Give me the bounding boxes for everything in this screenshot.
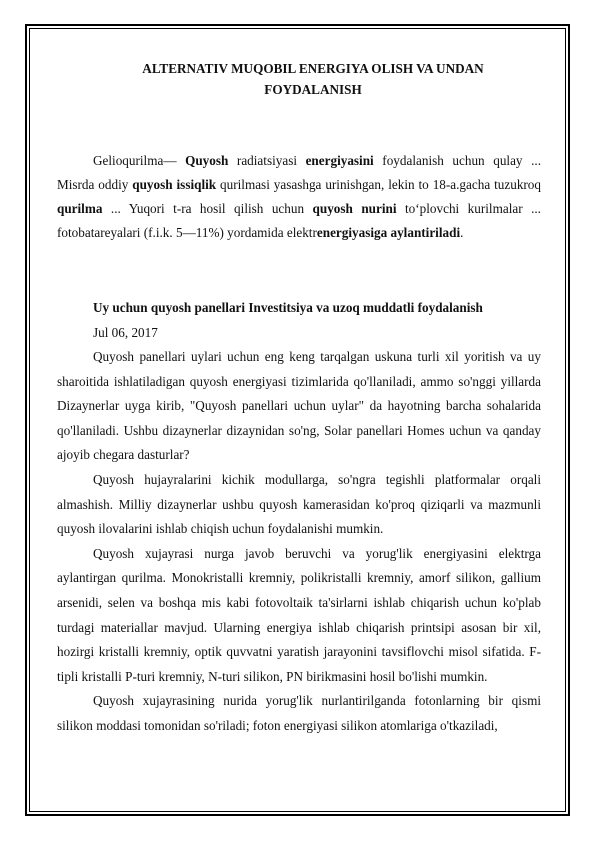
intro-text: foydalanish uchun qulay ... Misrda oddiy: [57, 153, 541, 192]
article-date: Jul 06, 2017: [93, 325, 158, 340]
title-line-2: FOYDALANISH: [264, 82, 362, 97]
body-paragraph: Quyosh panellari uylari uchun eng keng tarqalgan uskuna turli xil yoritish va uy sharoitida ishlatiladigan quyosh energiyasi tizimlarida qo'llaniladi, ammo so'nggi yillarda Dizaynerlar uyga kirib, "Quyosh panellari uchun uylar" da hayotning barcha sohalarida qo'llaniladi. Ushbu dizaynerlar dizaynidan so'ng, Solar panellari Homes uchun va qanday ajoyib chegara dasturlar?: [57, 349, 541, 463]
intro-text: .: [460, 225, 464, 240]
intro-text: Gelioqurilma—: [93, 153, 186, 168]
document-title: [57, 58, 541, 100]
intro-bold-term: quyosh issiqlik: [132, 177, 217, 192]
intro-paragraph: [57, 149, 541, 245]
body-paragraph: Quyosh hujayralarini kichik modullarga, so'ngra tegishli platformalar orqali almashish. Milliy dizaynerlar ushbu quyosh kamerasidan ko'proq qiziqarli va mazmunli quyosh ilovalarini ishlab chiqish uchun foydalanishi mumkin.: [57, 471, 541, 537]
title-line-1: ALTERNATIV MUQOBIL ENERGIYA OLISH VA UNDAN: [142, 61, 484, 76]
body-paragraph: Quyosh xujayrasi nurga javob beruvchi va yorug'lik energiyasini elektrga aylantirgan qurilma. Monokristalli kremniy, polikristalli kremniy, amorf silikon, gallium arsenidi, selen va boshqa mis kabi fotovoltaik ta'sirlarni ishlab chiqarish uchun ko'plab turdagi materiallar mavjud. Ularning energiya ishlab chiqarish printsipi asosan bir xil, hozirgi kristalli kremniy, optik quvvatni yaratish jarayonini tavsiflovchi misol sifatida. F-tipli kristalli P-turi kremniy, N-turi silikon, PN birikmasini hosil bo'lishi mumkin.: [57, 545, 541, 684]
intro-bold-term: energiyasini: [305, 153, 374, 168]
section-spacer: [57, 245, 541, 295]
intro-text: radiatsiyasi: [228, 153, 306, 168]
body-paragraph: Quyosh xujayrasining nurida yorug'lik nurlantirilganda fotonlarning bir qismi silikon moddasi tomonidan so'riladi; foton energiyasi silikon atomlariga o'tkaziladi,: [57, 693, 541, 733]
document-body: [57, 58, 541, 739]
intro-bold-term: Quyosh: [185, 153, 229, 168]
intro-bold-term: quyosh nurini: [312, 201, 397, 216]
intro-text: to‘plovchi kurilmalar ... fotobatareyalari (f.i.k. 5—11%) yordamida elektr: [57, 201, 541, 240]
intro-text: ... Yuqori t-ra hosil qilish uchun: [102, 201, 313, 216]
intro-bold-term: energiyasiga aylantiriladi: [316, 225, 461, 240]
intro-bold-term: qurilma: [57, 201, 103, 216]
intro-text: qurilmasi yasashga urinishgan, lekin to 18-a.gacha tuzukroq: [216, 177, 541, 192]
article-heading: Uy uchun quyosh panellari Investitsiya va uzoq muddatli foydalanish: [93, 300, 483, 315]
